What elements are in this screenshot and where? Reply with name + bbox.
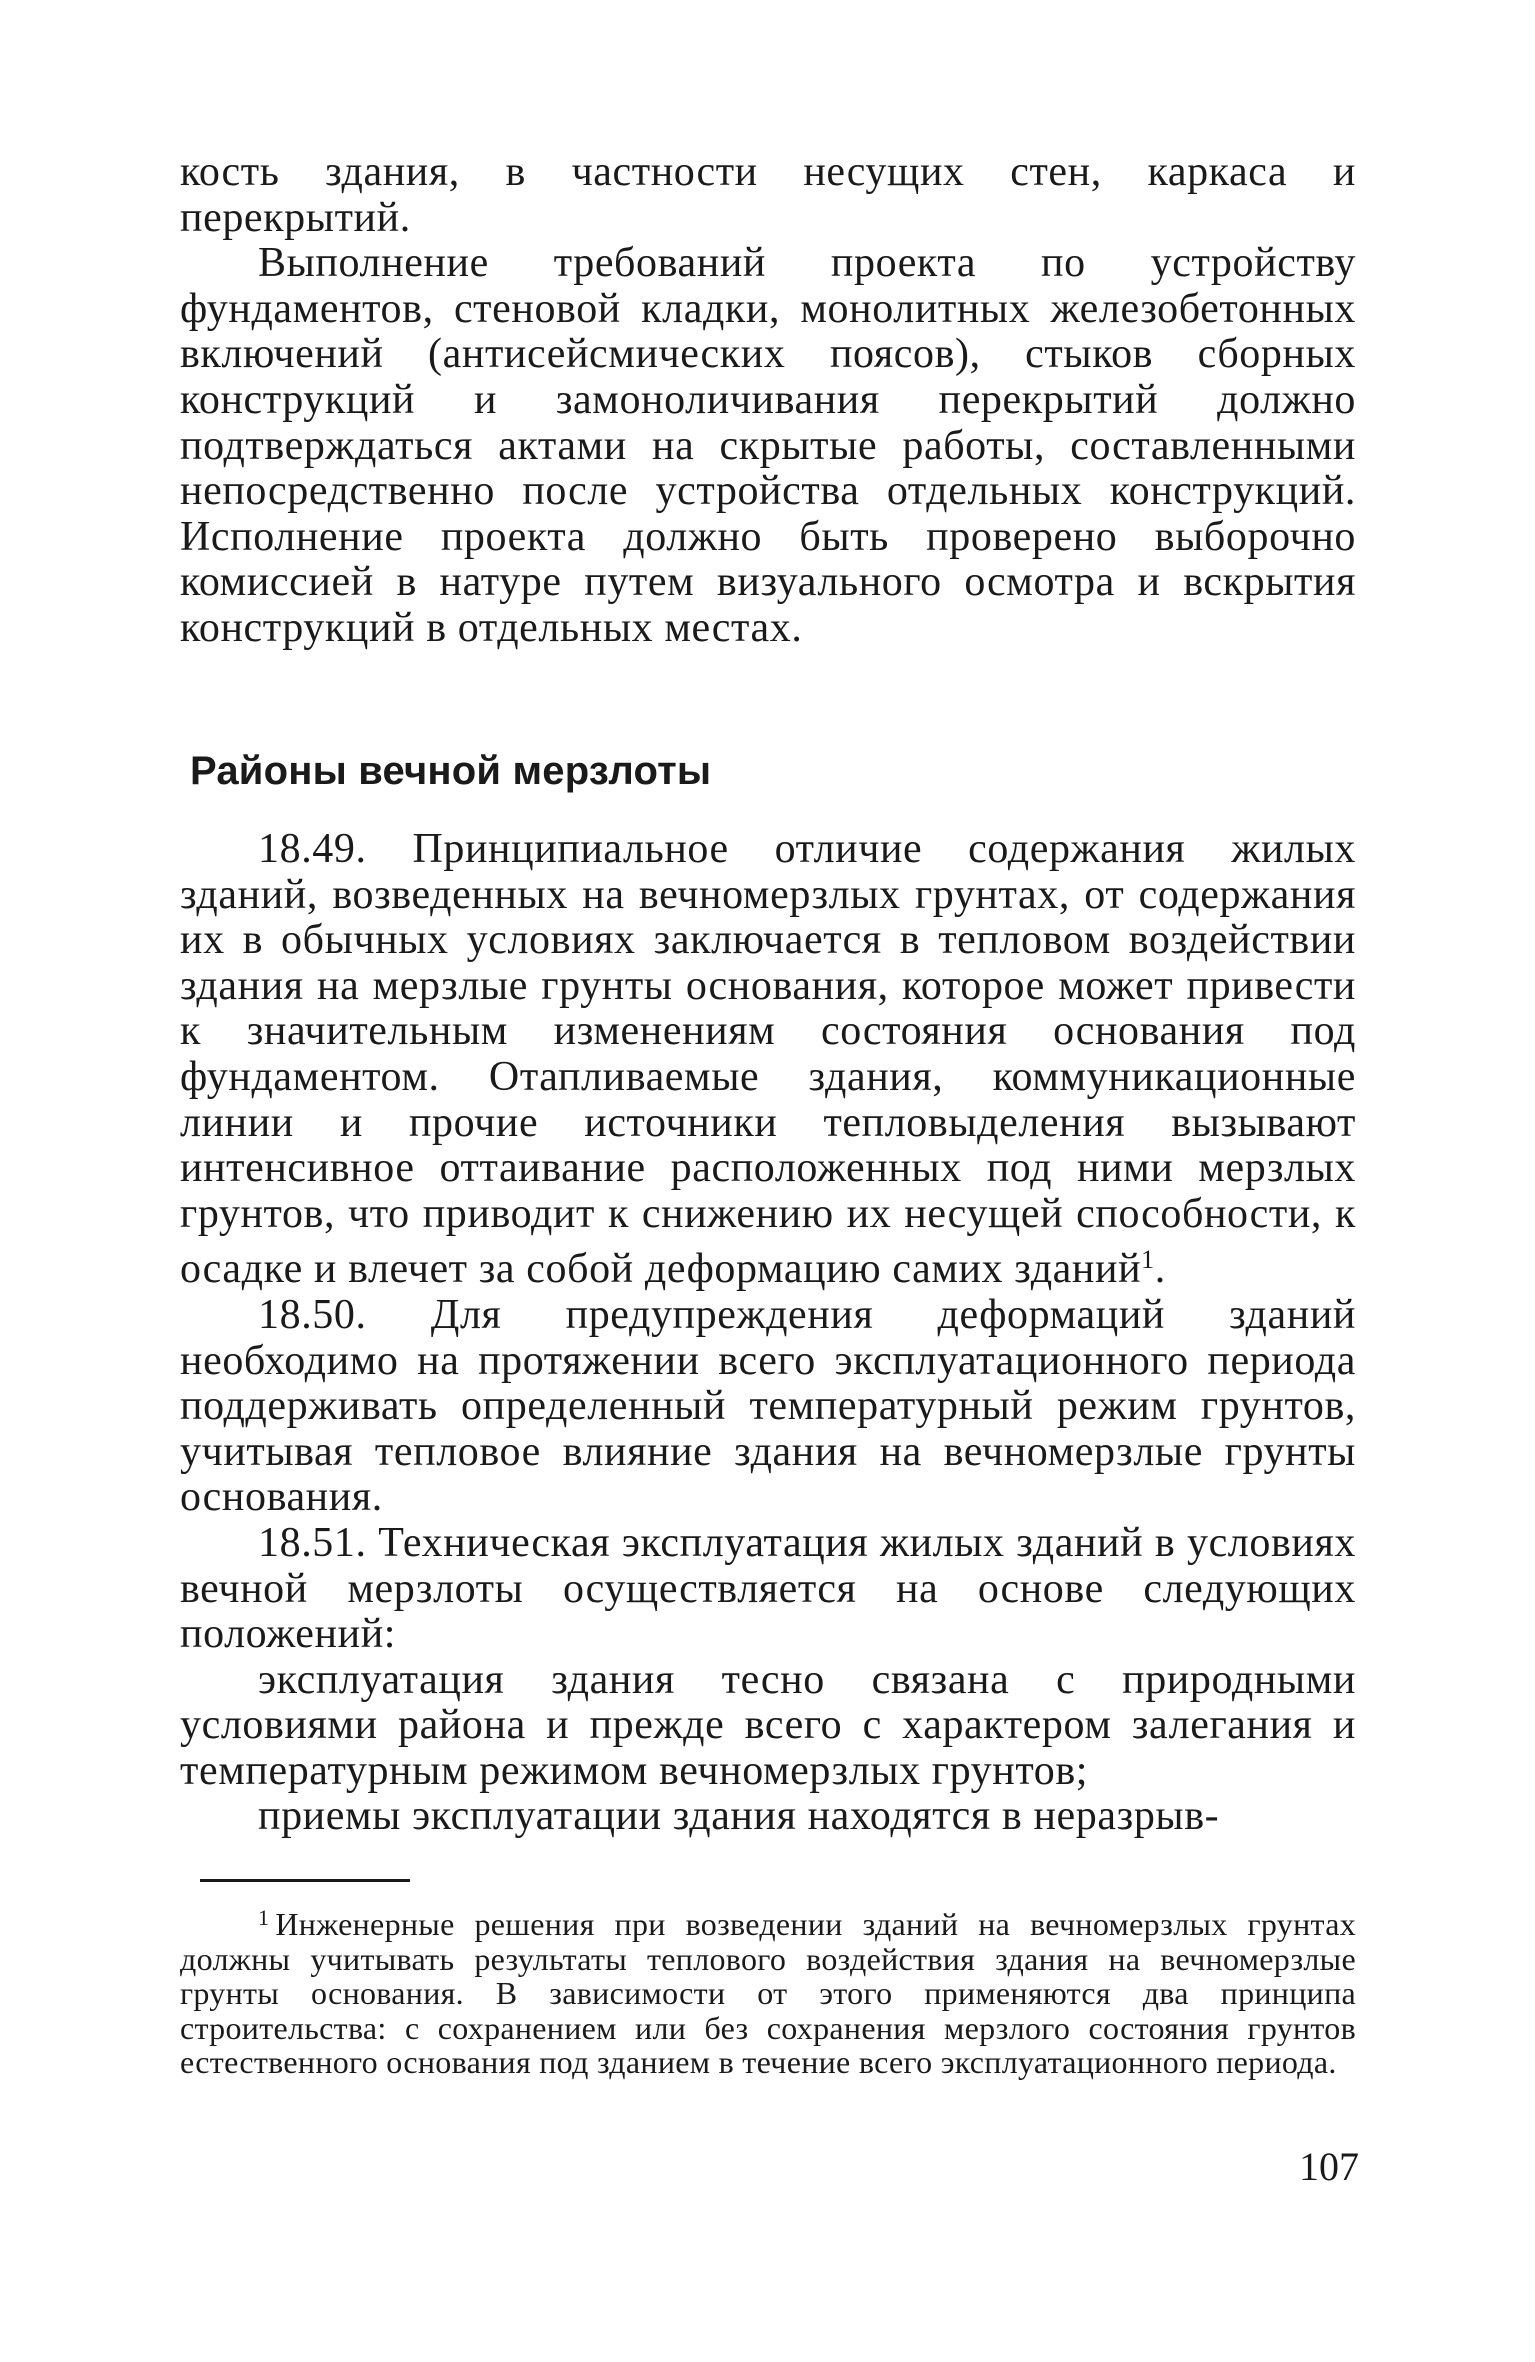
clause-18-51: 18.51. Техническая эксплуатация жилых зданий в условиях вечной мерзлоты осуществляется на основе следующих положений: xyxy=(180,1519,1356,1658)
footnote-block xyxy=(180,1901,1356,2080)
acts-paragraph: Выполнение требований проекта по устройству фундаментов, стеновой кладки, монолитных железобетонных включений (антисейсмических поясов), стыков сборных конструкций и замоноличивания перекрытий должно подтверждаться актами на скрытые работы, составленными непосредственно после устройства отдельных конструкций. Исполнение проекта должно быть проверено выборочно комиссией в натуре путем визуального осмотра и вскрытия конструкций в отдельных местах. xyxy=(180,240,1356,651)
footnote-paragraph xyxy=(180,1901,1356,2080)
footnote-divider xyxy=(200,1879,410,1882)
text-block-main xyxy=(180,827,1356,1840)
page-number: 107 xyxy=(1299,2144,1359,2189)
continuation-paragraph: кость здания, в частности несущих стен, каркаса и перекрытий. xyxy=(180,149,1356,241)
clause-18-50: 18.50. Для предупреждения деформаций зданий необходимо на протяжении всего эксплуатационного периода поддерживать определенный температурный режим грунтов, учитывая тепловое влияние здания на вечномерзлые грунты основания. xyxy=(180,1291,1356,1521)
clause-18-49-text: 18.49. Принципиальное отличие содержания жилых зданий, возведенных на вечномерзлых грунтах, от содержания их в обычных условиях заключается в тепловом воздействии здания на мерзлые грунты основания, которое может привести к значительным изменениям состояния основания под фундаментом. Отапливаемые здания, коммуникационные линии и прочие источники тепловыделения вызывают интенсивное оттаивание расположенных под ними мерзлых грунтов, что приводит к снижению их несущей способности, к осадке и влечет за собой деформацию самих зданий xyxy=(180,826,1356,1293)
section-heading: Районы вечной мерзлоты xyxy=(190,749,712,793)
clause-18-49-end: . xyxy=(1154,1246,1166,1293)
clause-18-51-item-1: эксплуатация здания тесно связана с природными условиями района и прежде всего с характером залегания и температурным режимом вечномерзлых грунтов; xyxy=(180,1656,1356,1794)
footnote-mark: 1 xyxy=(258,1905,270,1930)
text-block-top xyxy=(180,150,1356,652)
footnote-text: Инженерные решения при возведении зданий на вечномерзлых грунтах должны учитывать результаты теплового воздействия здания на вечномерзлые грунты основания. В зависимости от этого применяются два принципа строительства: с сохранением или без сохранения мерзлого состояния грунтов естественного основания под зданием в течение всего эксплуатационного периода. xyxy=(180,1906,1356,2080)
clause-18-51-item-2: приемы эксплуатации здания находятся в неразрыв- xyxy=(258,1793,1220,1840)
clause-18-49 xyxy=(180,827,1356,1293)
footnote-reference: 1 xyxy=(1141,1245,1155,1275)
